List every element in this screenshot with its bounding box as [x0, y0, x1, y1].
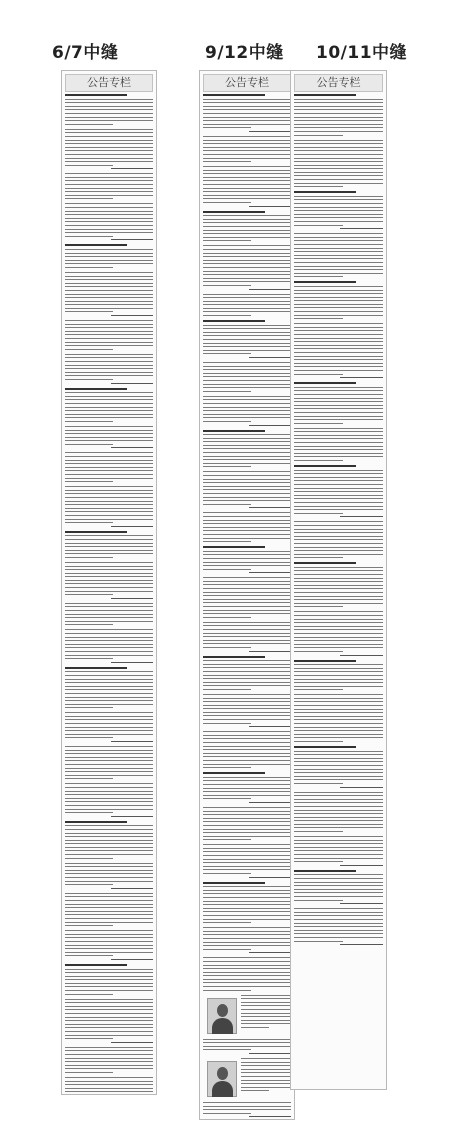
notice-paragraph: [65, 821, 153, 859]
notice-paragraph: [294, 465, 383, 517]
notice-body: [62, 94, 156, 1095]
notice-paragraph: [65, 129, 153, 170]
notice-paragraph: [203, 694, 291, 727]
notice-paragraph: [294, 140, 383, 188]
notice-with-photo: [203, 1058, 291, 1100]
notice-paragraph: [294, 428, 383, 461]
notice-with-photo: [203, 995, 291, 1037]
notice-paragraph: [294, 521, 383, 558]
notice-paragraph: [65, 1077, 153, 1095]
notice-paragraph: [65, 320, 153, 350]
notice-paragraph: [65, 863, 153, 889]
notice-body: [291, 94, 386, 945]
notice-column-6-7: [61, 70, 157, 1095]
notice-paragraph: [294, 94, 383, 136]
notice-paragraph: [65, 603, 153, 626]
notice-column-10-11: [290, 70, 387, 1090]
notice-paragraph: [294, 562, 383, 607]
column-header-6-7: 6/7中缝: [52, 43, 119, 63]
notice-banner: 公告专栏: [203, 74, 291, 92]
notice-paragraph: [203, 1102, 291, 1117]
notice-paragraph: [203, 362, 291, 392]
notice-paragraph: [203, 546, 291, 573]
notice-paragraph: [294, 191, 383, 229]
notice-paragraph: [294, 281, 383, 319]
notice-paragraph: [65, 930, 153, 960]
notice-paragraph: [65, 452, 153, 482]
notice-paragraph: [203, 622, 291, 652]
notice-paragraph: [203, 471, 291, 508]
notice-banner: 公告专栏: [294, 74, 383, 92]
notice-paragraph: [294, 382, 383, 424]
notice-paragraph: [203, 1039, 291, 1054]
notice-paragraph: [203, 957, 291, 990]
notice-paragraph: [65, 272, 153, 316]
notice-paragraph: [203, 166, 291, 207]
notice-paragraph: [294, 836, 383, 866]
notice-paragraph: [65, 667, 153, 709]
notice-paragraph: [203, 577, 291, 618]
notice-paragraph: [203, 882, 291, 924]
notice-paragraph: [203, 844, 291, 877]
notice-paragraph: [203, 731, 291, 768]
notice-paragraph: [65, 1047, 153, 1073]
notice-paragraph: [65, 486, 153, 527]
portrait-photo: [207, 998, 237, 1034]
notice-paragraph: [203, 320, 291, 358]
notice-paragraph: [294, 792, 383, 833]
notice-paragraph: [203, 772, 291, 803]
notice-paragraph: [294, 323, 383, 378]
notice-paragraph: [203, 656, 291, 690]
notice-paragraph: [203, 430, 291, 468]
notice-column-9-12: [199, 70, 295, 1120]
notice-paragraph: [65, 562, 153, 599]
notice-paragraph: [203, 211, 291, 242]
notice-paragraph: [65, 354, 153, 384]
notice-paragraph: [203, 294, 291, 317]
notice-paragraph: [65, 964, 153, 995]
notice-paragraph: [294, 694, 383, 742]
notice-paragraph: [203, 94, 291, 132]
notice-body: [200, 94, 294, 1117]
notice-paragraph: [294, 870, 383, 904]
notice-paragraph: [65, 244, 153, 268]
notice-paragraph: [294, 746, 383, 788]
portrait-photo: [207, 1061, 237, 1097]
notice-paragraph: [203, 245, 291, 289]
column-header-9-12: 9/12中缝: [205, 43, 284, 63]
notice-paragraph: [294, 908, 383, 945]
notice-paragraph: [203, 927, 291, 953]
notice-paragraph: [65, 999, 153, 1043]
column-header-10-11: 10/11中缝: [316, 43, 408, 63]
notice-paragraph: [203, 512, 291, 542]
notice-paragraph: [294, 660, 383, 691]
notice-paragraph: [65, 388, 153, 422]
notice-paragraph: [203, 807, 291, 840]
notice-paragraph: [65, 629, 153, 662]
notice-paragraph: [203, 136, 291, 162]
notice-paragraph: [65, 746, 153, 779]
notice-paragraph: [294, 233, 383, 277]
notice-paragraph: [65, 712, 153, 742]
notice-paragraph: [65, 173, 153, 199]
notice-paragraph: [65, 426, 153, 449]
notice-paragraph: [65, 783, 153, 816]
notice-paragraph: [65, 531, 153, 558]
notice-paragraph: [294, 611, 383, 655]
notice-paragraph: [65, 94, 153, 125]
notice-paragraph: [203, 396, 291, 426]
notice-banner: 公告专栏: [65, 74, 153, 92]
notice-paragraph: [65, 203, 153, 240]
notice-paragraph: [65, 893, 153, 926]
